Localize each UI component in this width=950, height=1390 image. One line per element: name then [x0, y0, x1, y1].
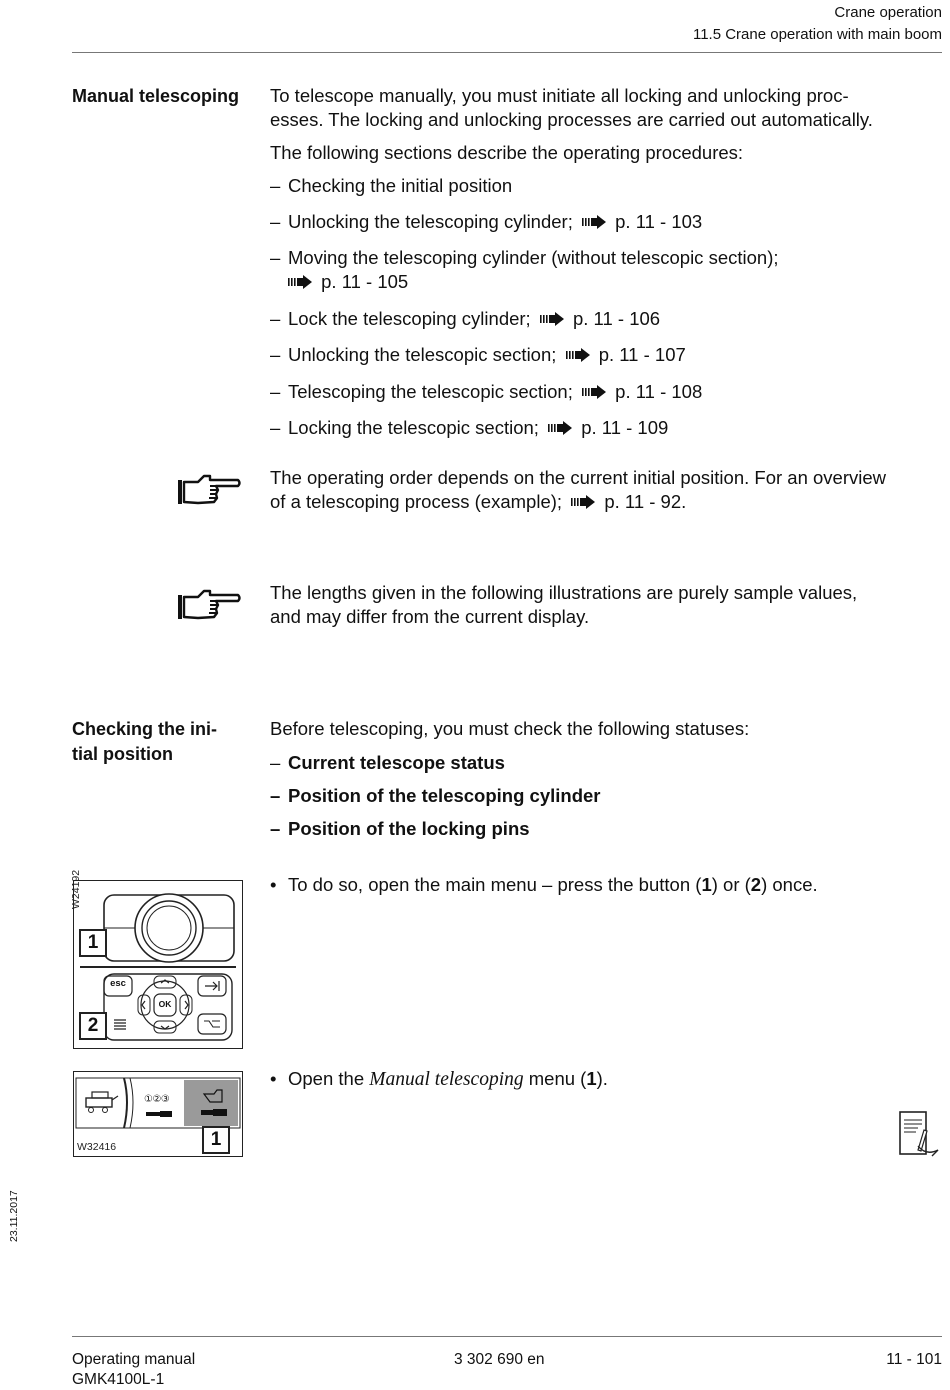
- note-line: of a telescoping process (example);: [270, 491, 563, 512]
- header-rule: [72, 52, 942, 53]
- header-section: 11.5 Crane operation with main boom: [692, 26, 942, 43]
- page-reference-arrow-icon: [582, 385, 608, 399]
- running-header: [693, 2, 942, 46]
- side-heading-manual-telescoping: Manual telescoping: [72, 86, 240, 106]
- list-item-text: Locking the telescopic section;: [288, 417, 539, 438]
- step-text: To do so, open the main menu – press the button (: [288, 874, 702, 895]
- footer-page-number: 11 - 101: [886, 1351, 942, 1368]
- procedures-intro: The following sections describe the operating procedures:: [270, 142, 744, 163]
- list-item: [270, 416, 942, 440]
- list-item: [270, 210, 942, 234]
- side-heading-checking: [72, 717, 242, 767]
- list-dash: –: [270, 344, 281, 365]
- esc-button[interactable]: esc: [110, 978, 126, 989]
- list-dash: –: [270, 417, 281, 438]
- callout-1: 1: [79, 929, 107, 957]
- menu-name: Manual telescoping: [369, 1069, 524, 1090]
- page-reference-link[interactable]: p. 11 - 106: [572, 308, 661, 329]
- footer-left: [72, 1350, 195, 1390]
- intro-line: esses. The locking and unlocking processes are carried out automatically.: [270, 109, 873, 130]
- page-reference-link[interactable]: p. 11 - 105: [321, 271, 409, 292]
- footer-rule: [72, 1336, 942, 1337]
- page-reference-link[interactable]: p. 11 - 109: [581, 417, 669, 438]
- intro-paragraph: [270, 84, 942, 132]
- step-text: menu (: [523, 1068, 587, 1089]
- list-dash: –: [270, 381, 281, 402]
- page-reference-arrow-icon: [548, 421, 574, 435]
- ok-button[interactable]: OK: [158, 999, 172, 1009]
- page-reference-arrow-icon: [566, 348, 592, 362]
- side-heading-line: tial position: [72, 744, 173, 764]
- list-item-text: Unlocking the telescopic section;: [288, 344, 557, 365]
- list-dash: –: [270, 785, 281, 806]
- list-dash: –: [270, 175, 281, 196]
- header-chapter: Crane operation: [834, 4, 942, 21]
- list-dash: –: [270, 247, 281, 268]
- side-date-text: 23.11.2017: [8, 1190, 20, 1242]
- step-text: Open the: [288, 1068, 370, 1089]
- note-paragraph: [270, 581, 942, 629]
- step-text: ) or (: [711, 874, 751, 895]
- step-open-manual-telescoping: [270, 1067, 942, 1092]
- page-reference-arrow-icon: [571, 495, 597, 509]
- list-item: [270, 246, 942, 294]
- step-text: ) once.: [761, 874, 818, 895]
- list-dash: –: [270, 211, 281, 232]
- pointing-hand-icon: [176, 587, 242, 623]
- footer-doc-number: 3 302 690 en: [454, 1351, 545, 1368]
- list-item: [270, 751, 942, 775]
- list-item: [270, 817, 942, 841]
- list-item-text: Position of the locking pins: [288, 818, 530, 839]
- page-reference-link[interactable]: p. 11 - 108: [615, 381, 703, 402]
- step-text: ).: [596, 1068, 608, 1089]
- intro-line: To telescope manually, you must initiate all locking and unlocking proc-: [270, 85, 849, 106]
- note-line: and may differ from the current display.: [270, 606, 590, 627]
- list-item-text: Moving the telescoping cylinder (without telescopic section);: [288, 247, 779, 268]
- bullet: •: [270, 1068, 277, 1089]
- side-date: [6, 1186, 26, 1246]
- page-reference-arrow-icon: [582, 215, 608, 229]
- callout-1: 1: [202, 1126, 230, 1154]
- page-reference-arrow-icon: [288, 275, 314, 289]
- bullet: •: [270, 874, 277, 895]
- list-item: [270, 174, 942, 198]
- circled-numbers: ①②③: [144, 1094, 170, 1105]
- checking-intro: Before telescoping, you must check the following statuses:: [270, 718, 750, 739]
- figure-id: W24192: [70, 869, 82, 909]
- manual-book-icon: [896, 1110, 942, 1160]
- list-item: [270, 380, 942, 404]
- list-item-text: Position of the telescoping cylinder: [288, 785, 601, 806]
- step-number: 1: [586, 1068, 597, 1089]
- note-line: The lengths given in the following illustrations are purely sample values,: [270, 582, 858, 603]
- callout-2: 2: [79, 1012, 107, 1040]
- list-dash: –: [270, 308, 281, 329]
- page-reference-link[interactable]: p. 11 - 103: [615, 211, 703, 232]
- list-item: [270, 343, 942, 367]
- page-reference-link[interactable]: p. 11 - 92.: [604, 491, 687, 512]
- list-dash: –: [270, 752, 281, 773]
- page-reference-arrow-icon: [540, 312, 566, 326]
- footer-doc-type: Operating manual: [72, 1351, 196, 1368]
- list-item-text: Lock the telescoping cylinder;: [288, 308, 531, 329]
- pointing-hand-icon: [176, 472, 242, 508]
- note-paragraph: [270, 466, 942, 514]
- footer-model: GMK4100L-1: [72, 1371, 165, 1388]
- list-item-text: Checking the initial position: [288, 175, 513, 196]
- list-item-text: Current telescope status: [288, 752, 505, 773]
- side-heading-line: Checking the ini-: [72, 719, 218, 739]
- note-line: The operating order depends on the current initial position. For an overview: [270, 467, 886, 488]
- menu-screen-figure: [73, 1071, 243, 1157]
- list-item-text: Telescoping the telescopic section;: [288, 381, 573, 402]
- list-dash: –: [270, 818, 281, 839]
- figure-id: W32416: [77, 1141, 117, 1153]
- list-item: [270, 784, 942, 808]
- step-number: 2: [750, 874, 762, 895]
- list-item-text: Unlocking the telescoping cylinder;: [288, 211, 573, 232]
- step-open-main-menu: [270, 873, 942, 897]
- step-number: 1: [701, 874, 712, 895]
- list-item: [270, 307, 942, 331]
- control-panel-figure: [70, 869, 243, 1049]
- page-reference-link[interactable]: p. 11 - 107: [598, 344, 686, 365]
